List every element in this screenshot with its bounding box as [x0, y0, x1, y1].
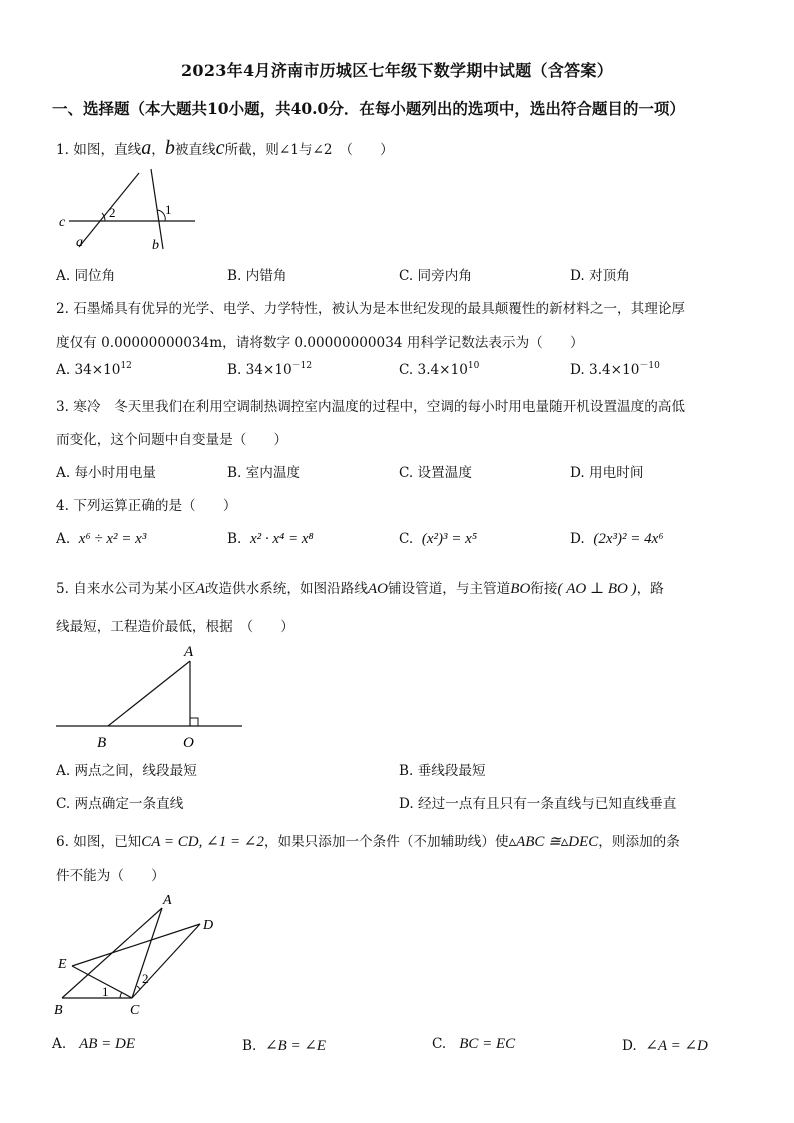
- question-3-line-1: 3. 寒冷 冬天里我们在利用空调制热调控室内温度的过程中，空调的每小时用电量随开机设置温度的高低: [56, 399, 686, 415]
- q6-option-d: D. ∠A = ∠D: [622, 1038, 708, 1054]
- question-5-line-2: 线最短，工程造价最低，根据 （ ）: [56, 619, 294, 635]
- angle-1-arc: [120, 992, 122, 998]
- q1-option-d: D. 对顶角: [570, 268, 630, 284]
- q4-option-c: C. (x²)³ = x⁵: [399, 531, 478, 547]
- question-2-line-2: 度仅有 0.00000000034m，请将数字 0.00000000034 用科学记数法表示为（ ）: [56, 335, 584, 351]
- q1-option-b: B. 内错角: [227, 268, 287, 284]
- q6-option-a: A. AB = DE: [52, 1036, 136, 1052]
- label-D: D: [203, 918, 214, 933]
- line-b: [151, 169, 163, 249]
- label-C: C: [130, 1003, 140, 1018]
- q1-option-a: A. 同位角: [56, 268, 116, 284]
- question-6-figure: [50, 888, 230, 1020]
- q4-option-a: A. x⁶ ÷ x² = x³: [56, 531, 147, 547]
- q5-option-d: D. 经过一点有且只有一条直线与已知直线垂直: [399, 796, 677, 812]
- question-3-line-2: 而变化，这个问题中自变量是（ ）: [56, 432, 288, 448]
- label-b: b: [152, 238, 159, 253]
- question-1-figure: [55, 165, 205, 255]
- angle-2-arc: [137, 986, 140, 989]
- q5-option-b: B. 垂线段最短: [399, 763, 486, 779]
- question-5-line-1: 5. 自来水公司为某小区A改造供水系统，如图沿路线AO铺设管道，与主管道BO衔接( AO ⊥ BO )，路: [56, 581, 664, 597]
- q4-option-b: B. x² · x⁴ = x⁸: [227, 531, 314, 547]
- q2-option-b: B. $34\times 10^{-12}$: [227, 361, 313, 378]
- q5-option-a: A. 两点之间，线段最短: [56, 763, 197, 779]
- q1-option-c: C. 同旁内角: [399, 268, 472, 284]
- label-a: a: [76, 235, 83, 250]
- label-1: 1: [165, 202, 172, 217]
- q3-option-d: D. 用电时间: [570, 465, 644, 481]
- label-2: 2: [142, 971, 149, 986]
- q4-option-d: D. (2x³)² = 4x⁶: [570, 531, 664, 547]
- label-1: 1: [102, 984, 109, 999]
- question-4-stem: 4. 下列运算正确的是（ ）: [56, 498, 237, 514]
- q3-option-c: C. 设置温度: [399, 465, 472, 481]
- question-6-line-1: 6. 如图，已知CA = CD, ∠1 = ∠2，如果只添加一个条件（不加辅助线）使▵ABC ≅▵DEC，则添加的条: [56, 834, 680, 850]
- question-6-line-2: 件不能为（ ）: [56, 868, 165, 884]
- label-B: B: [54, 1003, 63, 1018]
- q2-option-d: D. $3.4\times 10^{-10}$: [570, 361, 660, 378]
- question-5-figure: [52, 640, 247, 752]
- label-B: B: [97, 735, 107, 751]
- section-heading: 一、选择题（本大题共10小题，共40.0分．在每小题列出的选项中，选出符合题目的一项）: [52, 99, 685, 118]
- label-O: O: [183, 735, 194, 751]
- label-A: A: [163, 893, 172, 908]
- q5-option-c: C. 两点确定一条直线: [56, 796, 184, 812]
- q6-option-c: C. BC = EC: [432, 1036, 516, 1052]
- label-2: 2: [109, 205, 116, 220]
- label-E: E: [58, 957, 67, 972]
- q2-option-c: C. $3.4\times 10^{10}$: [399, 361, 480, 378]
- question-2-line-1: 2. 石墨烯具有优异的光学、电学、力学特性，被认为是本世纪发现的最具颠覆性的新材料之一，其理论厚: [56, 301, 686, 317]
- right-angle-mark: [190, 718, 198, 726]
- q3-option-a: A. 每小时用电量: [56, 465, 157, 481]
- page-title: 2023年4月济南市历城区七年级下数学期中试题（含答案）: [180, 61, 614, 80]
- question-1-stem: 1. 如图，直线a，b被直线c所截，则∠1与∠2 （ ）: [56, 137, 394, 159]
- q2-option-a: A. $34\times 10^{12}$: [56, 361, 132, 378]
- label-c: c: [59, 215, 66, 230]
- q3-option-b: B. 室内温度: [227, 465, 301, 481]
- segment-ab: [108, 661, 190, 726]
- label-A: A: [184, 644, 194, 660]
- q6-option-b: B. ∠B = ∠E: [242, 1038, 327, 1054]
